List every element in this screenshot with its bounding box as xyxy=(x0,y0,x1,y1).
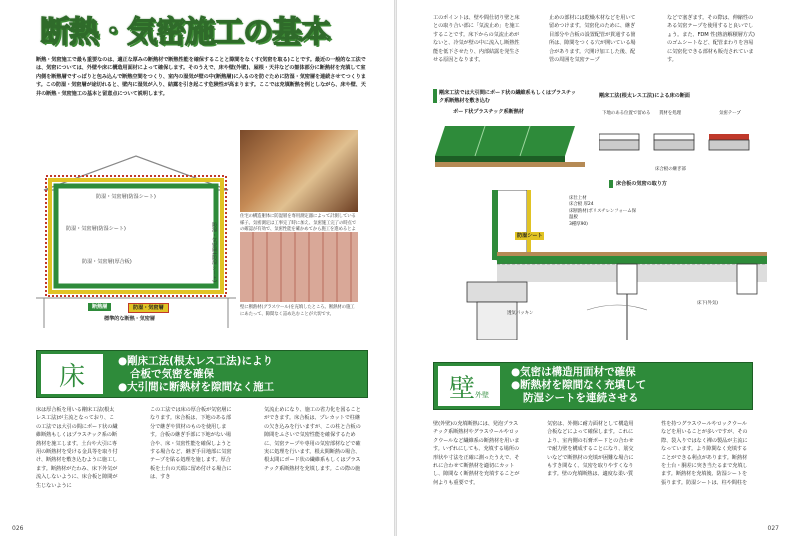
wall-column-2: 気密は、外側に耐力面材として構造用合板などによって確保します。これにより、室内側の石膏ボードとの合わせで耐力壁を構成することになり、筋交いなどで断熱材の充填が困難な場合にもすき間なく、気密を取りやすくなります。壁の充填断熱は、適度な柔い質 xyxy=(547,421,634,478)
wall-kanji-box xyxy=(437,365,501,407)
fig-c-specs xyxy=(569,196,639,228)
left-page xyxy=(0,0,394,536)
floor-column-3: 気流止めになり、施工の省力化を図ることができます。床合板は、プレカットで柱継の欠き込みを行いますが、この柱と合板の隙間をふさいで気密性能を確保するために、気密テープや専用の気密部材などで確実に処理を行います。根太間断熱の場合、根太間にボード状の繊維系もしくはプラスチック系断熱材を充填します。この際の施 xyxy=(264,407,361,472)
floor-band-line-1: ●剛床工法(根太レス工法)により xyxy=(118,355,273,367)
glass-wool-wall-photo xyxy=(240,232,358,302)
fig-c-title: 床合板の気密の取り方 xyxy=(616,181,667,187)
right-column-a: 工のポイントは、壁や間仕切り壁と床との取り合い部に「気流止め」を施工することです。床下からの気流止めがないと、冷気が壁の中に流入し断熱性能を低下させたり、内部結露を発生させる原因となります。 xyxy=(433,15,520,64)
board-insulation-illustration xyxy=(435,116,585,176)
fig-c-spec-2: 床合板 厚24 xyxy=(569,202,594,208)
wall-band-line-3: 防湿シートを連続させる xyxy=(523,392,639,404)
wall-band-line-1: ●気密は構造用面材で確保 xyxy=(511,366,636,378)
page-title: 断熱・気密施工の基本 xyxy=(40,15,330,50)
fig-b-label-3: 気密テープ xyxy=(719,111,741,116)
fig-a-label: ボード状プラスチック系断熱材 xyxy=(453,109,524,115)
photo2-caption: 壁に断熱材(グラスウール)を充填したところ。断熱材の施工にあたって、隙間なく詰め込むことが大切です。 xyxy=(240,305,355,317)
floor-band-line-3: ●大引間に断熱材を隙間なく施工 xyxy=(118,381,275,393)
page-number-left: 026 xyxy=(12,525,24,532)
diagram-label-bottom: 防湿・気密層(厚合板) xyxy=(82,259,132,265)
fig-c-label-sheet: 防湿シート xyxy=(517,233,543,239)
legend-airtight: 防湿・気密層 xyxy=(128,303,169,313)
floor-column-1: 床は厚合板を用いる剛床工法(根太レス工法)が主流となっており、この工法では大引の間にボード状の繊維断熱もしくはプラスチック系の断熱材を施工します。土台や大引に専用の断熱材を受ける金具等を取り付け、断熱材を敷き込むように施工します。断熱材がたわみ、床下外気が流入しないように、床合板と隙間が生じないように xyxy=(36,407,118,489)
right-column-c: などで塞ぎます。その際は、伸縮性のある気密テープを使用すると良いでしょう。また、FDM 性(熱溶解積層方式)のゴムシートなど、配管まわりを容易に気密化できる部材も販売されています。 xyxy=(667,15,755,64)
page-number-right: 027 xyxy=(767,525,779,532)
fig-c-spec-4: 3種厚90) xyxy=(569,221,588,227)
wall-kanji: 壁 xyxy=(448,373,475,404)
floor-column-2: この工法では床の厚合板が気密層になります。床合板は、下地のある部分で継ぎや貫材のものを使用します。合板の継ぎ手部に下地がない場合や、床・気密性能を確保しようとする場合など、継ぎ手目地部に気密テープを貼る処理を施します。厚合板を土台の天端に留め付ける場合には、すき xyxy=(150,407,232,481)
wall-column-3: 性を持つグラスウールやロックウールなどを用いることが多いですが、その際、袋入りではなく裸の製品が主流になっています。より隙間なく充填することができる利点があります。断熱材を土台・胴差に突き当たるまで充填します。断熱材を充填後、防湿シートを張ります。防湿シートは、柱や間柱を xyxy=(661,421,748,486)
fig-a-title: 剛床工法では大引間にボード状の繊維系もしくはプラスチック系断熱材を敷き込む xyxy=(439,90,576,105)
fig-b-under: 床合板の継ぎ部 xyxy=(655,167,686,172)
wall-kanji-sub: 外壁 xyxy=(475,391,489,399)
wall-column-1: 壁(外壁)の充填断熱には、発泡プラスチック系断熱材やグラスウールやロックウールなど繊維系の断熱材を用います。いずれにしても、充填する場所の形状や寸法を正確に測ったうえで、それに合わせて断熱材を適切にカットし、隙間なく断熱材を充填することが何よりも重要です。 xyxy=(433,421,520,486)
intro-text: 断熱・気密施工で最も重要なのは、適正な厚みの断熱材で断熱性能を確保することと隙間をなくす(気密を取る)ことです。最近の一般的な工法では、気密については、外壁や床に構造用面材によって確保します。そのうえで、床や壁(外壁)、屋根・天井などの躯体部分に断熱材を充填して室内側を断熱層ですっぽりと包み込んで断熱空間をつくり、室内の湿気が壁の中(断熱層)に入るのを防ぐために防湿・気密層を連続させてつくります。この防湿・気密層が途切れると、壁内に湿気が入り、結露を引き起こす危険性が高まります。ここでは充填断熱を例としながら、床や壁、天井の断熱・気密施工の基本と留意点について説明します。 xyxy=(36,57,366,97)
fig-c-label-outdoor: 床下(外気) xyxy=(697,301,718,306)
fig-c-label-packing: 透気パッキン xyxy=(507,311,534,316)
fig-c-spec-1: 床仕上材 xyxy=(569,196,587,201)
diagram-caption: 標準的な断熱・気密層 xyxy=(104,316,155,322)
diagram-label-mid: 防湿・気密層(防湿シート) xyxy=(66,226,126,232)
right-page xyxy=(397,0,791,536)
fig-b-label-1: 下地のある位置で留める xyxy=(602,111,651,116)
airtightness-test-photo xyxy=(240,130,358,212)
floor-kanji-box: 床 xyxy=(40,353,104,395)
photo1-caption: 住宅の構造躯体に防湿層を専用測定器によって計測している様子。気密測定は工事完了時に加え、気密施工完了の時点での確認が有効で、気密性能を確かめてから施工を進めるとよ xyxy=(240,214,357,233)
fig-b-label-2: 貫材を処理 xyxy=(659,111,681,116)
fig-c-marker xyxy=(609,180,613,188)
right-column-b: 止めの部材には乾燥木材などを用いて留めつけます。気密化のために、継ぎ目部分や合板の設置配管が貫通する箇所は、隙間をつくる穴が開いている場合があります。穴開け加工した後、配管の周囲を気密テープ xyxy=(549,15,636,64)
diagram-label-side: 防湿・気密層(防湿シート) xyxy=(211,222,217,282)
wall-band-line-2: ●断熱材を隙間なく充填して xyxy=(511,379,647,391)
diagram-label-top: 防湿・気密層(防湿シート) xyxy=(96,194,156,200)
fig-a-marker xyxy=(433,89,437,103)
fig-c-spec-3: 床断熱材(ポリスチレンフォーム保温板 xyxy=(569,208,637,221)
legend-insulation: 断熱層 xyxy=(88,303,111,311)
fig-b-title: 剛床工法(根太レス工法)による床の断面 xyxy=(599,93,690,99)
floor-band-line-2: 合板で気密を確保 xyxy=(130,368,214,380)
